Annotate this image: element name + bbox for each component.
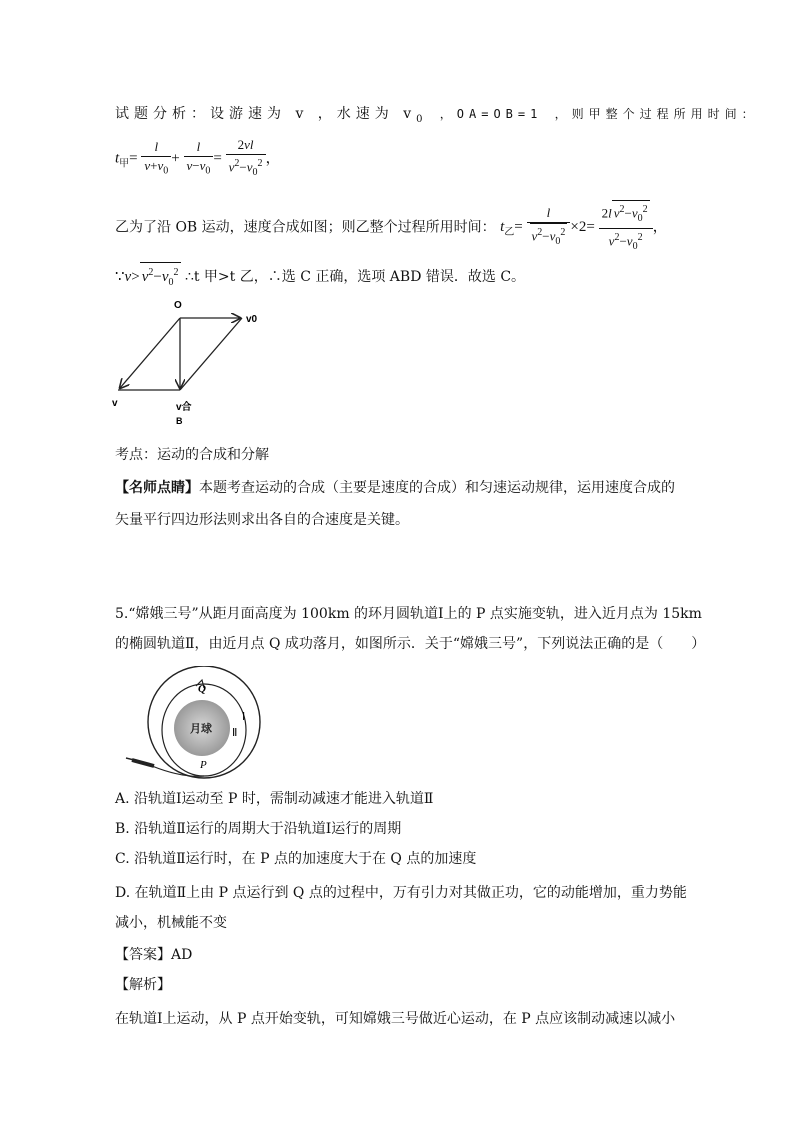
moon-orbit-figure [112, 666, 272, 782]
velocity-parallelogram-figure [112, 298, 272, 428]
q5-option-d: D. 在轨道Ⅱ上由 P 点运行到 Q 点的过程中，万有引力对其做正功，它的动能增加，重力势能 [115, 885, 687, 901]
q5-option-c: C. 沿轨道Ⅱ运行时，在 P 点的加速度大于在 Q 点的加速度 [115, 851, 477, 867]
fraction-1: $\frac{l}{v+v_0}$ [141, 138, 171, 181]
v-arrow [120, 318, 180, 388]
equation-t-jia: $t_甲=$ $\frac{l}{v+v_0}$ + $\frac{l}{v-v_0}$ = $\frac{2vl}{v^2-v_0^2}$ ， [115, 136, 281, 184]
fraction-2: $\frac{l}{v-v_0}$ [184, 138, 214, 181]
q5-analysis-line: 在轨道Ⅰ上运动，从 P 点开始变轨，可知嫦娥三号做近心运动，在 P 点应该制动减速以减小 [115, 1011, 676, 1027]
q5-analysis-heading: 【解析】 [115, 977, 171, 993]
label-v: v [112, 398, 118, 409]
q5-answer: 【答案】AD [115, 947, 193, 963]
kaodian: 考点：运动的合成和分解 [115, 447, 269, 463]
q5-option-d-cont: 减小，机械能不变 [115, 915, 227, 931]
analysis-intro-text: 试题分析：设游速为 v ，水速为 v [115, 106, 417, 122]
analysis-conclusion: ∵v> $v^2-v_0^2$ ∴t 甲>t 乙，∴选 C 正确，选项 ABD 错误．故选 C。 [115, 262, 525, 293]
label-orbit-ii: Ⅱ [232, 727, 238, 739]
label-v0: v0 [246, 314, 258, 325]
label-q: Q [198, 683, 206, 695]
q5-option-a: A. 沿轨道Ⅰ运动至 P 时，需制动减速才能进入轨道Ⅱ [115, 791, 434, 807]
q5-option-b: B. 沿轨道Ⅱ运行的周期大于沿轨道Ⅰ运行的周期 [115, 821, 402, 837]
label-orbit-i: Ⅰ [242, 711, 246, 723]
analysis-yi: 乙为了沿 OB 运动，速度合成如图；则乙整个过程所用时间： $t_乙=$ $\frac{l}{v^2-v_0^2}$ ×2= $\frac{2l v^2-v_0^2}{v^2-v_0^2}$ ， [115, 200, 668, 256]
q5-stem-line-2: 的椭圆轨道Ⅱ，由近月点 Q 成功落月，如图所示．关于“嫦娥三号”，下列说法正确的是（ ） [115, 636, 706, 652]
label-o: O [174, 300, 182, 311]
spacecraft-icon [132, 760, 154, 766]
label-v-he: v合 [176, 402, 192, 413]
moon-label: 月球 [190, 722, 212, 735]
label-p: P [200, 759, 207, 771]
fraction-3: $\frac{2vl}{v^2-v_0^2}$ [226, 136, 266, 182]
mingshi-line-2: 矢量平行四边形法则求出各自的合速度是关键。 [115, 512, 409, 528]
mingshi-line-1: 【名师点睛】本题考查运动的合成（主要是速度的合成）和匀速运动规律，运用速度合成的 [115, 480, 675, 496]
q5-stem-line-1: 5.“嫦娥三号”从距月面高度为 100km 的环月圆轨道Ⅰ上的 P 点实施变轨，进入近月点为 15km [115, 606, 702, 622]
label-b: B [176, 416, 183, 426]
analysis-intro: 试题分析：设游速为 v ，水速为 $v_0$ ，OA=OB=1 ，则甲整个过程所用时间： [115, 106, 759, 125]
